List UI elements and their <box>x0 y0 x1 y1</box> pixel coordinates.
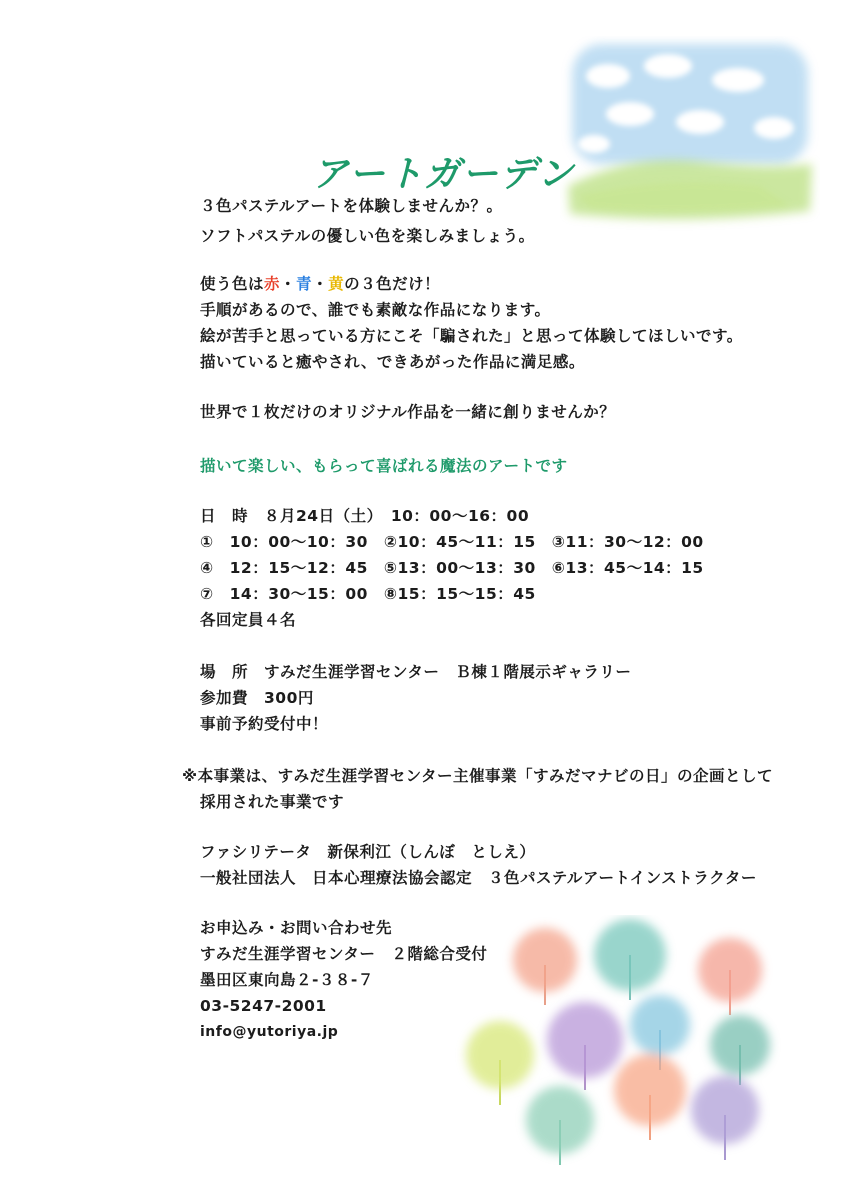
description-line-1: 手順があるので、誰でも素敵な作品になります。 <box>200 301 551 319</box>
schedule-slots-3: ⑦ 14：30～15：00 ⑧15：15～15：45 <box>200 585 536 603</box>
intro-line-1: ３色パステルアートを体験しませんか？。 <box>200 197 503 215</box>
colors-separator-2: ・ <box>312 275 329 293</box>
contact-phone: 03-5247-2001 <box>200 997 327 1015</box>
contact-heading: お申込み・お問い合わせ先 <box>200 919 393 937</box>
schedule-date: 日 時 ８月24日（土） 10：00～16：00 <box>200 507 530 525</box>
schedule-slots-1: ① 10：00～10：30 ②10：45～11：15 ③11：30～12：00 <box>200 533 704 551</box>
intro-line-2: ソフトパステルの優しい色を楽しみましょう。 <box>200 227 535 245</box>
colors-separator-1: ・ <box>280 275 297 293</box>
reservation-text: 事前予約受付中！ <box>200 715 329 733</box>
color-blue-label: 青 <box>296 275 313 293</box>
contact-address: 墨田区東向島２-３８-７ <box>200 971 374 989</box>
page-title: アートガーデン <box>312 154 576 195</box>
description-line-2: 絵が苦手と思っている方にこそ「騙された」と思って体験してほしいです。 <box>200 327 743 345</box>
pastel-trees-illustration <box>440 915 848 1185</box>
facilitator-name: ファシリテータ 新保利江（しんぼ としえ） <box>200 843 536 861</box>
contact-email[interactable]: info@yutoriya.jp <box>200 1024 339 1040</box>
invite-text: 世界で１枚だけのオリジナル作品を一緒に創りませんか？ <box>200 403 616 421</box>
color-yellow-label: 黄 <box>328 275 345 293</box>
capacity-text: 各回定員４名 <box>200 611 297 629</box>
colors-suffix: の３色だけ！ <box>344 275 441 293</box>
pastel-sky-illustration <box>560 36 820 236</box>
contact-venue: すみだ生涯学習センター ２階総合受付 <box>200 945 488 963</box>
fee-text: 参加費 300円 <box>200 689 314 707</box>
color-red-label: 赤 <box>264 275 281 293</box>
note-line-1: ※本事業は、すみだ生涯学習センター主催事業「すみだマナビの日」の企画として <box>182 767 773 785</box>
note-line-2: 採用された事業です <box>200 793 345 811</box>
tagline: 描いて楽しい、もらって喜ばれる魔法のアートです <box>200 457 568 475</box>
venue-text: 場 所 すみだ生涯学習センター Ｂ棟１階展示ギャラリー <box>200 663 632 681</box>
colors-line <box>200 274 440 294</box>
description-line-3: 描いていると癒やされ、できあがった作品に満足感。 <box>200 353 585 371</box>
colors-prefix: 使う色は <box>200 275 265 293</box>
schedule-slots-2: ④ 12：15～12：45 ⑤13：00～13：30 ⑥13：45～14：15 <box>200 559 704 577</box>
facilitator-credential: 一般社団法人 日本心理療法協会認定 ３色パステルアートインストラクター <box>200 869 757 887</box>
